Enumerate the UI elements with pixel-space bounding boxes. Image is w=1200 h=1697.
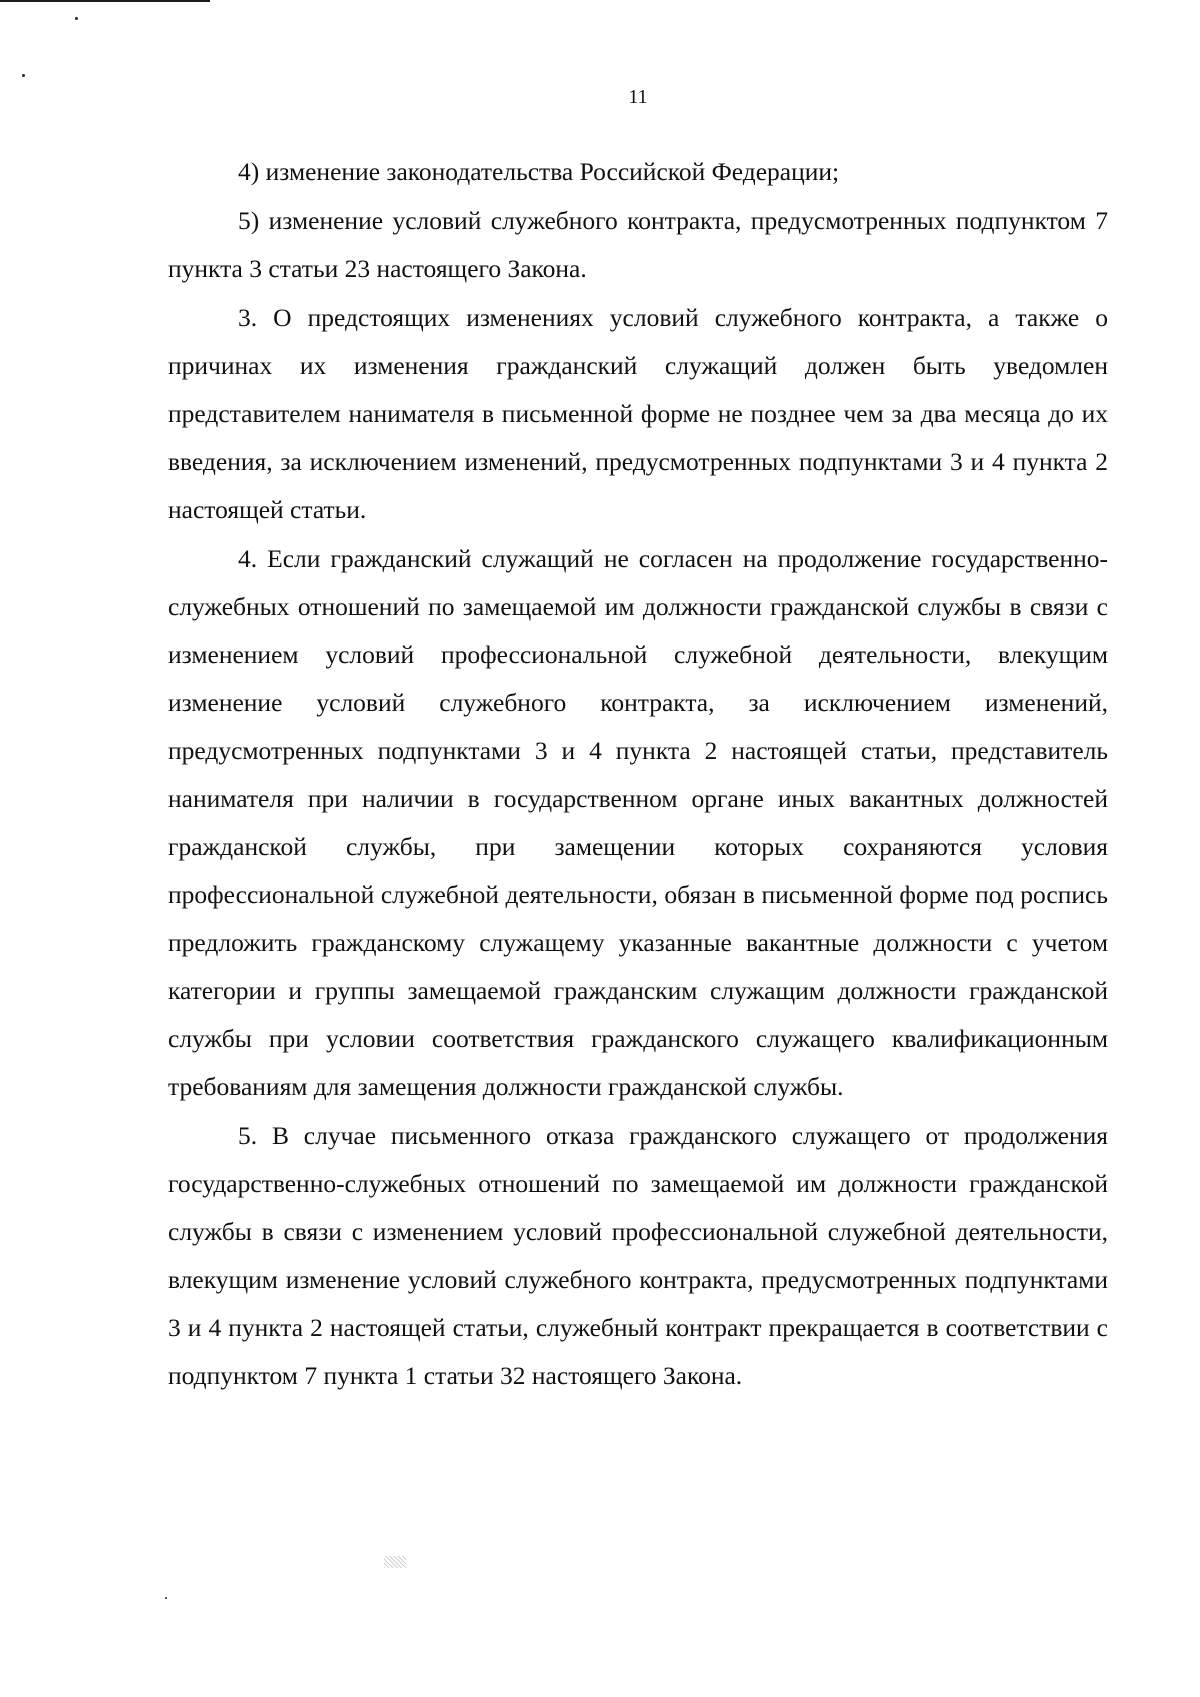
paragraph-5-contract-termination: 5. В случае письменного отказа гражданского служащего от продолжения государственно-служебных отношений по замещаемой им должности гражданской службы в связи с изменением условий профессиональной служебной деятельности, влекущим изменение условий служебного контракта, предусмотренных подпунктами 3 и 4 пункта 2 настоящей статьи, служебный контракт прекращается в соответствии с подпунктом 7 пункта 1 статьи 32 настоящего Закона. (168, 1121, 1108, 1390)
scan-speck (165, 1597, 167, 1599)
paragraph-4-vacancy-offer: 4. Если гражданский служащий не согласен на продолжение государственно-служебных отношений по замещаемой им должности гражданской службы в связи с изменением условий профессиональной служебной деятельности, влекущим изменение условий служебного контракта, за исключением изменений, предусмотренных подпунктами 3 и 4 пункта 2 настоящей статьи, представитель нанимателя при наличии в государственном органе иных вакантных должностей гражданской службы, при замещении которых сохраняются условия профессиональной служебной деятельности, обязан в письменной форме под роспись предложить гражданскому служащему указанные вакантные должности с учетом категории и группы замещаемой гражданским служащим должности гражданской службы при условии соответствия гражданского служащего квалификационным требованиям для замещения должности гражданской службы. (168, 544, 1108, 1101)
scan-edge-line (0, 0, 210, 2)
paragraph-item-5-contract-change: 5) изменение условий служебного контракта, предусмотренных подпунктом 7 пункта 3 статьи 23 настоящего Закона. (168, 206, 1108, 283)
document-page (168, 82, 1108, 1401)
scan-speck (75, 17, 78, 20)
page-number: 11 (628, 86, 648, 108)
scan-speck (22, 74, 25, 77)
scan-smudge (384, 1556, 406, 1568)
paragraph-3-notification: 3. О предстоящих изменениях условий служебного контракта, а также о причинах их изменения гражданский служащий должен быть уведомлен представителем нанимателя в письменной форме не позднее чем за два месяца до их введения, за исключением изменений, предусмотренных подпунктами 3 и 4 пункта 2 настоящей статьи. (168, 303, 1108, 524)
paragraph-item-4-law-change: 4) изменение законодательства Российской Федерации; (238, 157, 840, 186)
